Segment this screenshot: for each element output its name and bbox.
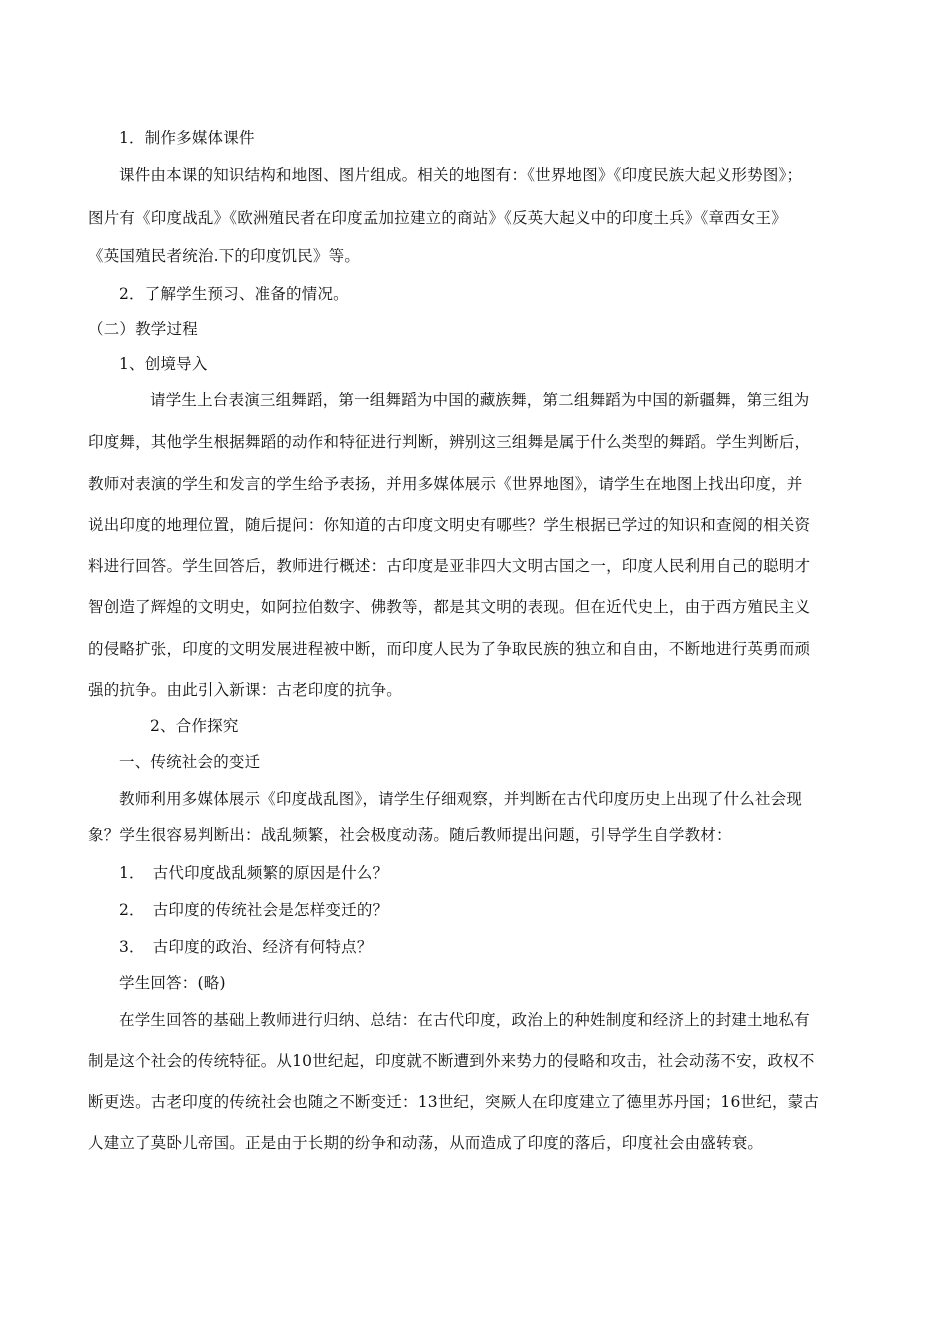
paragraph-line: 在学生回答的基础上教师进行归纳、总结：在古代印度，政治上的种姓制度和经济上的封建土地私有 bbox=[119, 1011, 810, 1029]
paragraph-line: 印度舞，其他学生根据舞蹈的动作和特征进行判断，辨别这三组舞是属于什么类型的舞蹈。学生判断后， bbox=[88, 433, 811, 451]
question-item: 3． 古印度的政治、经济有何特点？ bbox=[119, 938, 373, 956]
heading-multimedia-courseware: 1．制作多媒体课件 bbox=[119, 129, 255, 147]
paragraph-line: 图片有《印度战乱》《欧洲殖民者在印度孟加拉建立的商站》《反英大起义中的印度土兵》《章西女王》 bbox=[88, 209, 787, 227]
paragraph-line: 象？学生很容易判断出：战乱频繁，社会极度动荡。随后教师提出问题，引导学生自学教材： bbox=[88, 826, 732, 844]
question-item: 1． 古代印度战乱频繁的原因是什么？ bbox=[119, 864, 389, 882]
paragraph-line: 的侵略扩张，印度的文明发展进程被中断，而印度人民为了争取民族的独立和自由，不断地进行英勇而顽 bbox=[88, 640, 811, 658]
paragraph-line: 人建立了莫卧儿帝国。正是由于长期的纷争和动荡，从而造成了印度的落后，印度社会由盛转衰。 bbox=[88, 1134, 764, 1152]
paragraph-line: 《英国殖民者统治.下的印度饥民》等。 bbox=[88, 247, 361, 265]
paragraph-line: 学生回答：(略) bbox=[119, 974, 226, 992]
paragraph-line: 说出印度的地理位置，随后提问：你知道的古印度文明史有哪些？学生根据已学过的知识和查阅的相关资 bbox=[88, 516, 811, 534]
paragraph-line: 教师对表演的学生和发言的学生给予表扬，并用多媒体展示《世界地图》，请学生在地图上找出印度，并 bbox=[88, 475, 803, 493]
subheading-cooperative-inquiry: 2、合作探究 bbox=[150, 717, 239, 735]
paragraph-line: 料进行回答。学生回答后，教师进行概述：古印度是亚非四大文明古国之一，印度人民利用自己的聪明才 bbox=[88, 557, 811, 575]
paragraph-line: 强的抗争。由此引入新课：古老印度的抗争。 bbox=[88, 681, 403, 699]
paragraph-line: 智创造了辉煌的文明史，如阿拉伯数字、佛教等，都是其文明的表现。但在近代史上，由于西方殖民主义 bbox=[88, 598, 811, 616]
subheading-introduction: 1、创境导入 bbox=[119, 355, 208, 373]
paragraph-line: 教师利用多媒体展示《印度战乱图》，请学生仔细观察，并判断在古代印度历史上出现了什么社会现 bbox=[119, 790, 803, 808]
subheading-traditional-society: 一、传统社会的变迁 bbox=[119, 753, 261, 771]
paragraph-line: 课件由本课的知识结构和地图、图片组成。相关的地图有：《世界地图》《印度民族大起义形势图》； bbox=[119, 166, 803, 184]
paragraph-line: 请学生上台表演三组舞蹈，第一组舞蹈为中国的藏族舞，第二组舞蹈为中国的新疆舞，第三组为 bbox=[150, 391, 810, 409]
paragraph-line: 制是这个社会的传统特征。从10世纪起，印度就不断遭到外来势力的侵略和攻击，社会动荡不安，政权不 bbox=[88, 1052, 815, 1070]
paragraph-line: 断更迭。古老印度的传统社会也随之不断变迁：13世纪，突厥人在印度建立了德里苏丹国；16世纪，蒙古 bbox=[88, 1093, 820, 1111]
question-item: 2． 古印度的传统社会是怎样变迁的？ bbox=[119, 901, 389, 919]
section-heading-teaching-process: （二）教学过程 bbox=[88, 320, 198, 338]
list-item: 2．了解学生预习、准备的情况。 bbox=[119, 285, 349, 303]
